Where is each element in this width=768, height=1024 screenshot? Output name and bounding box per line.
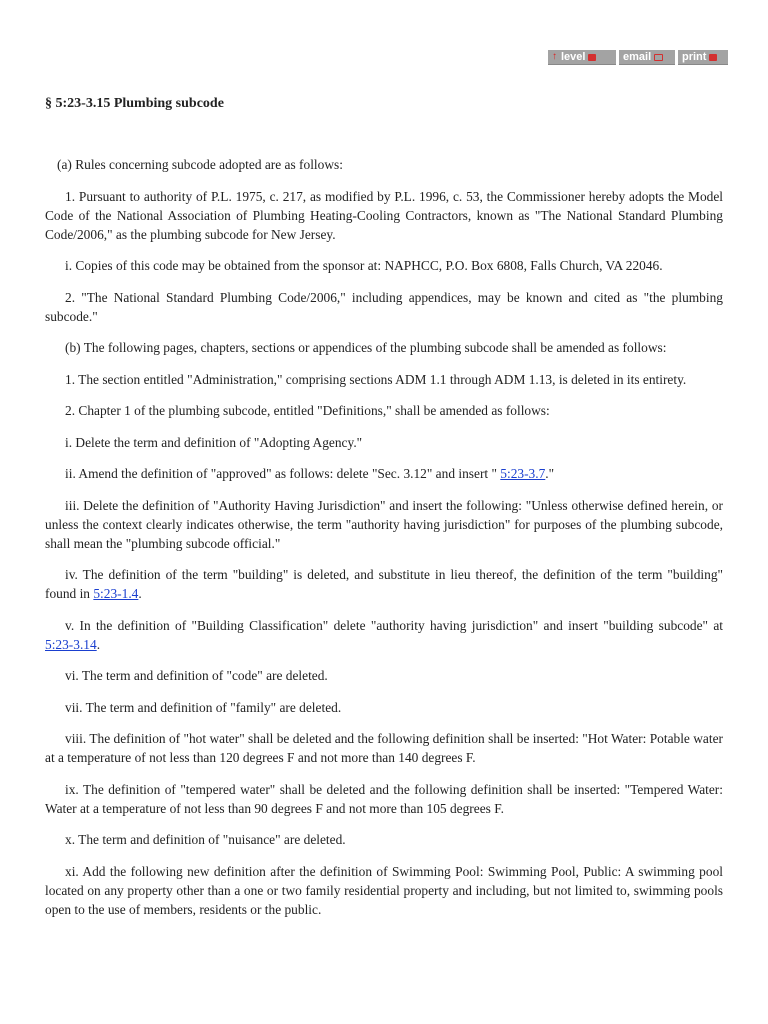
paragraph-b2: 2. Chapter 1 of the plumbing subcode, entitled "Definitions," shall be amended as follows: [65, 403, 550, 418]
email-button[interactable] [619, 50, 675, 65]
paragraph-v [45, 616, 723, 654]
section-title: § 5:23-3.15 Plumbing subcode [45, 96, 224, 111]
document-body [45, 155, 723, 931]
paragraph-iv [45, 565, 723, 603]
print-button[interactable] [678, 50, 728, 65]
print-label: print [682, 51, 707, 63]
paragraph-ii-end: ." [545, 466, 555, 481]
paragraph-viii: viii. The definition of "hot water" shall be deleted and the following definition shall be inserted: "Hot Water: Potable water at a temperature of not less than 120 degrees F and not more than 140 degrees F. [45, 731, 723, 765]
toolbar [548, 50, 728, 65]
email-label: email [623, 51, 652, 63]
paragraph-b: (b) The following pages, chapters, sections or appendices of the plumbing subcode shall be amended as follows: [65, 340, 667, 355]
paragraph-v-text: v. In the definition of "Building Classification" delete "authority having jurisdiction" and insert "building subcode" at [65, 617, 723, 633]
paragraph-ii [45, 464, 723, 483]
paragraph-ix: ix. The definition of "tempered water" shall be deleted and the following definition shall be inserted: "Tempered Water: Water at a temperature of not less than 90 degrees F and not more than 105 degrees F. [45, 781, 723, 816]
link-5-23-3-7[interactable]: 5:23-3.7 [500, 466, 546, 481]
paragraph-vii: vii. The term and definition of "family" are deleted. [65, 699, 342, 715]
paragraph-vi: vi. The term and definition of "code" are deleted. [65, 668, 328, 683]
paragraph-b1: 1. The section entitled "Administration," comprising sections ADM 1.1 through ADM 1.13, is deleted in its entirety. [65, 371, 687, 387]
paragraph-a1-i: i. Copies of this code may be obtained from the sponsor at: NAPHCC, P.O. Box 6808, Falls Church, VA 22046. [65, 258, 663, 273]
paragraph-iv-end: . [138, 586, 142, 601]
paragraph-a1: 1. Pursuant to authority of P.L. 1975, c. 217, as modified by P.L. 1996, c. 53, the Commissioner hereby adopts the Model Code of the National Association of Plumbing Heating-Cooling Contractors, known as "The National Standard Plumbing Code/2006," as the plumbing subcode for New Jersey. [45, 188, 723, 242]
page-icon [588, 54, 596, 61]
link-5-23-3-14[interactable]: 5:23-3.14 [45, 636, 97, 652]
envelope-icon [654, 54, 663, 61]
paragraph-a: (a) Rules concerning subcode adopted are as follows: [57, 157, 343, 172]
paragraph-a2: 2. "The National Standard Plumbing Code/2006," including appendices, may be known and cited as "the plumbing subcode." [45, 289, 723, 324]
paragraph-ii-text: ii. Amend the definition of "approved" as follows: delete "Sec. 3.12" and insert " [65, 466, 501, 481]
paragraph-v-end: . [96, 636, 101, 652]
link-5-23-1-4[interactable]: 5:23-1.4 [93, 586, 139, 601]
paragraph-xi: xi. Add the following new definition after the definition of Swimming Pool: Swimming Pool, Public: A swimming pool located on any property other than a one or two family residential property and including, but not limited to, swimming pools open to the use of members, residents or the public. [45, 863, 723, 917]
paragraph-i: i. Delete the term and definition of "Adopting Agency." [65, 434, 363, 450]
printer-icon [709, 54, 717, 61]
up-arrow-icon: ↑ [552, 51, 557, 62]
paragraph-x: x. The term and definition of "nuisance" are deleted. [65, 832, 346, 847]
paragraph-iii: iii. Delete the definition of "Authority Having Jurisdiction" and insert the following: "Unless otherwise defined herein, or unless the context clearly indicates otherwise, the term "authority having jurisdiction" for purposes of the plumbing subcode, shall mean the "plumbing subcode official." [45, 497, 723, 551]
paragraph-iv-text: iv. The definition of the term "building" is deleted, and substitute in lieu thereof, the definition of the term "building" found in [45, 567, 723, 601]
level-up-button[interactable] [548, 50, 616, 65]
level-label: level [561, 51, 586, 63]
